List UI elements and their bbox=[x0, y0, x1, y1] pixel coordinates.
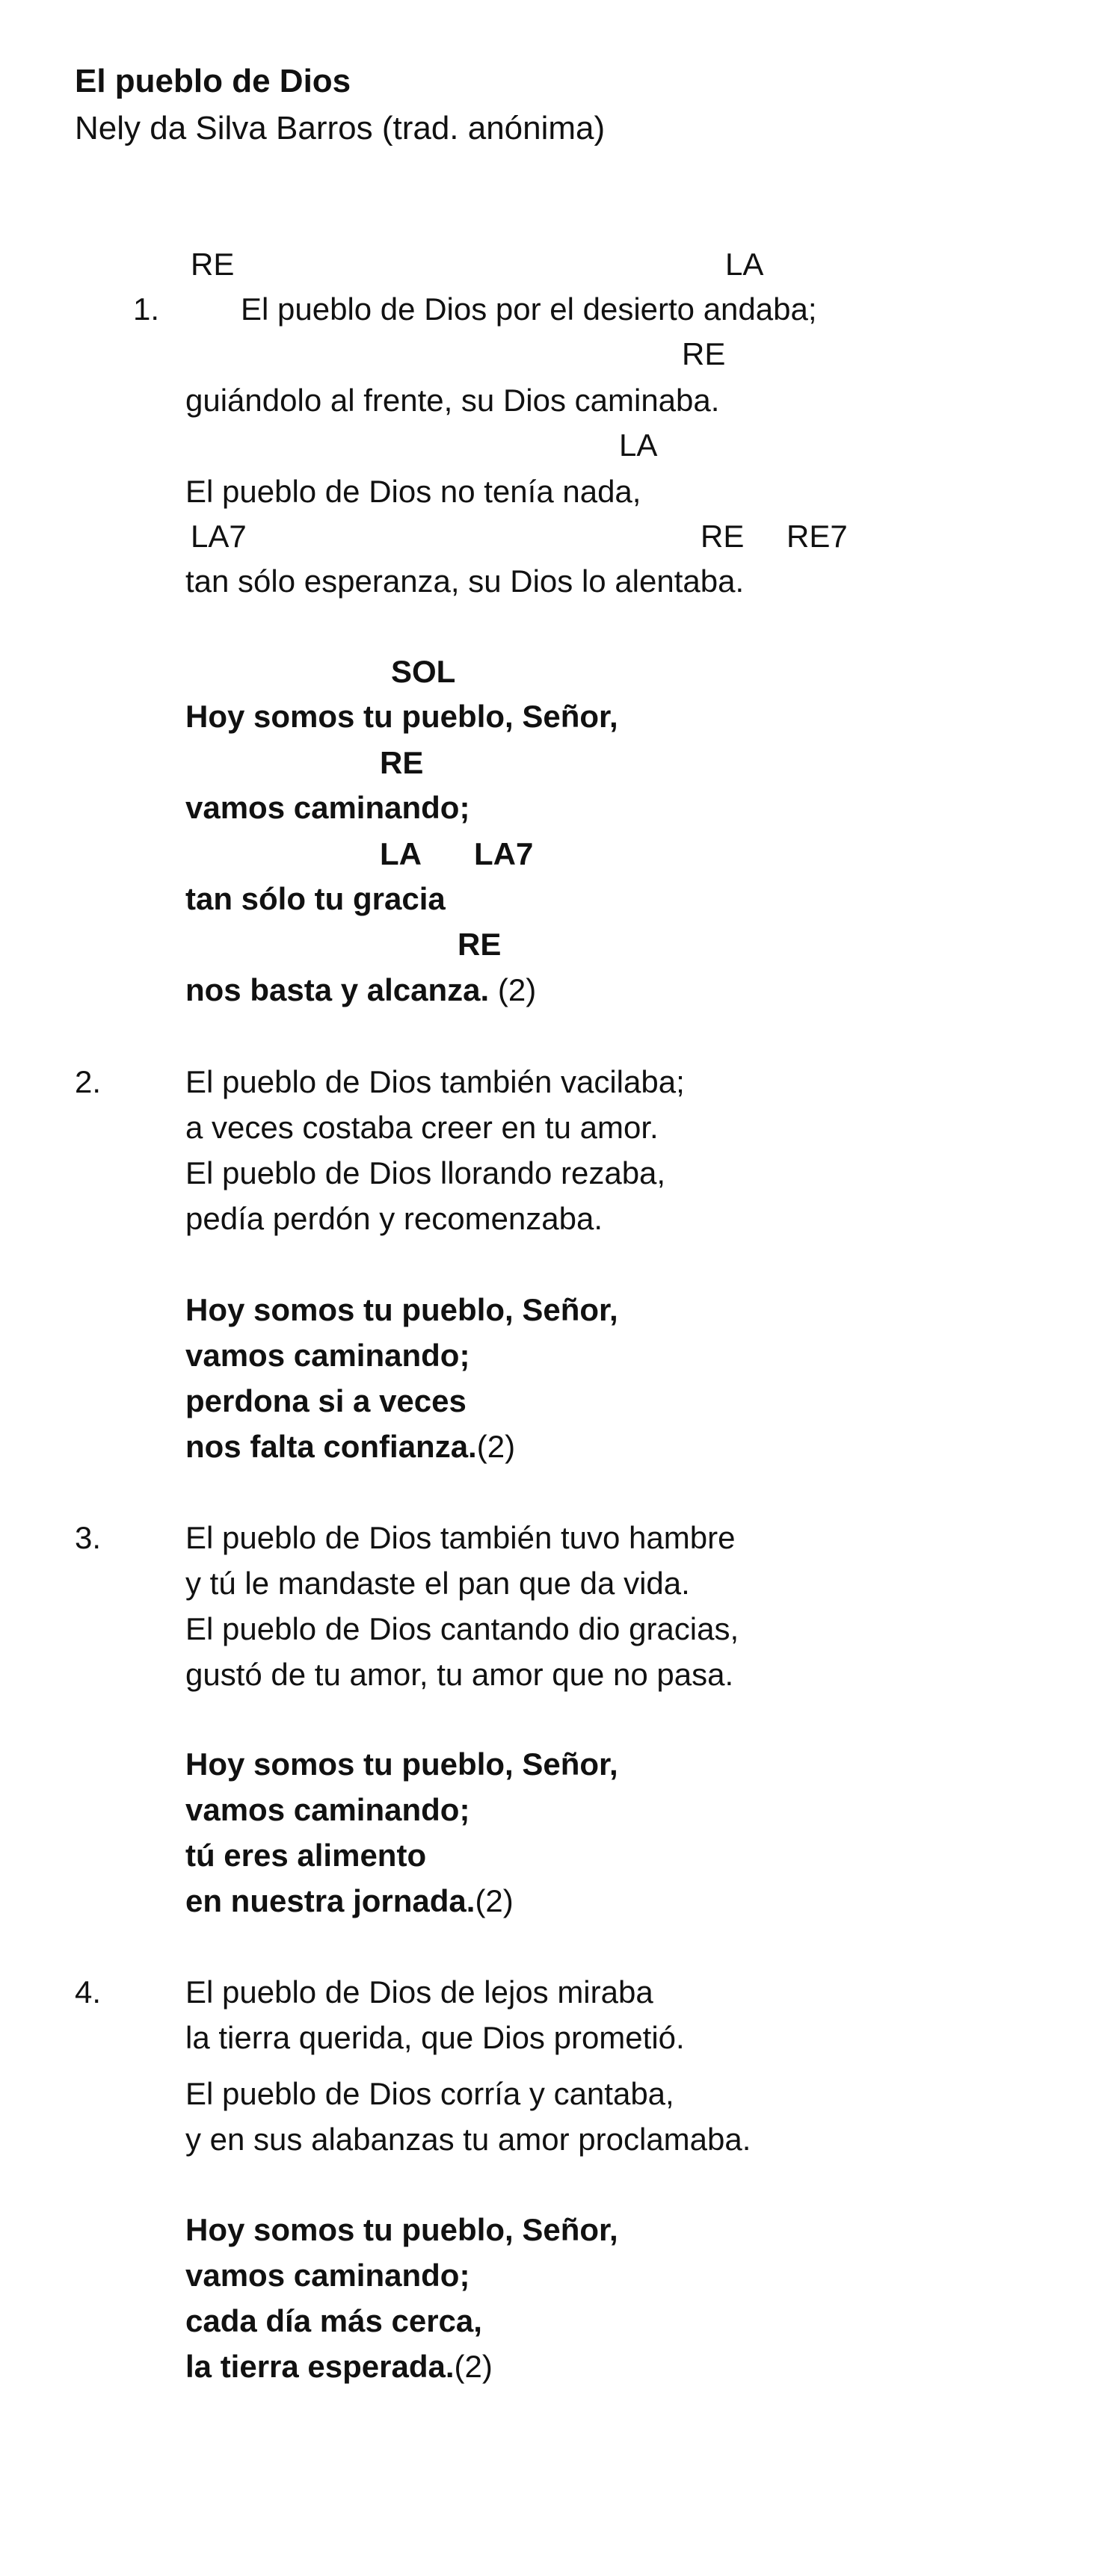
lyric-line: El pueblo de Dios no tenía nada, bbox=[185, 474, 641, 509]
lyric-line: El pueblo de Dios por el desierto andaba; bbox=[241, 291, 817, 327]
chorus-line: nos basta y alcanza. bbox=[185, 972, 490, 1007]
lyric-line: El pueblo de Dios también vacilaba; bbox=[185, 1064, 685, 1099]
chorus-line: perdona si a veces bbox=[185, 1383, 467, 1418]
lyric-line: tan sólo esperanza, su Dios lo alentaba. bbox=[185, 563, 745, 599]
chorus-line: vamos caminando; bbox=[185, 790, 470, 825]
chorus-line: tú eres alimento bbox=[185, 1838, 427, 1873]
lyric-line: a veces costaba creer en tu amor. bbox=[185, 1110, 659, 1145]
chorus-line: cada día más cerca, bbox=[185, 2303, 482, 2338]
chorus-line-with-repeat bbox=[185, 2351, 493, 2382]
chord: RE bbox=[458, 927, 502, 962]
stanza-number: 2. bbox=[75, 1064, 102, 1099]
stanza-number: 4. bbox=[75, 1974, 102, 2010]
chorus-line: Hoy somos tu pueblo, Señor, bbox=[185, 1746, 618, 1782]
chord: LA bbox=[725, 247, 764, 282]
song-author: Nely da Silva Barros (trad. anónima) bbox=[75, 110, 606, 146]
chord: RE7 bbox=[786, 519, 848, 554]
chord: RE bbox=[682, 336, 726, 371]
repeat-mark: (2) bbox=[476, 1429, 516, 1464]
lyric-line: El pueblo de Dios corría y cantaba, bbox=[185, 2076, 674, 2111]
repeat-mark: (2) bbox=[475, 1883, 514, 1918]
chord: SOL bbox=[391, 654, 456, 689]
chord: LA bbox=[380, 836, 422, 871]
lyric-line: gustó de tu amor, tu amor que no pasa. bbox=[185, 1657, 734, 1692]
chorus-line: vamos caminando; bbox=[185, 1338, 470, 1373]
repeat-mark: (2) bbox=[454, 2349, 493, 2384]
chord: LA7 bbox=[474, 836, 534, 871]
chorus-line-with-repeat bbox=[185, 972, 537, 1007]
lyric-line: y en sus alabanzas tu amor proclamaba. bbox=[185, 2122, 751, 2157]
chorus-line: nos falta confianza. bbox=[185, 1429, 477, 1464]
lyric-line: pedía perdón y recomenzaba. bbox=[185, 1201, 603, 1236]
chorus-line-with-repeat bbox=[185, 1431, 515, 1462]
chorus-line: vamos caminando; bbox=[185, 2258, 470, 2293]
stanza-number: 1. bbox=[133, 291, 160, 327]
lyric-line: El pueblo de Dios también tuvo hambre bbox=[185, 1520, 736, 1555]
chorus-line: tan sólo tu gracia bbox=[185, 881, 446, 916]
lyric-line: la tierra querida, que Dios prometió. bbox=[185, 2020, 685, 2055]
chord: RE bbox=[191, 247, 235, 282]
chorus-line: en nuestra jornada. bbox=[185, 1883, 475, 1918]
repeat-mark: (2) bbox=[497, 972, 537, 1007]
song-title: El pueblo de Dios bbox=[75, 63, 351, 99]
lyric-line: El pueblo de Dios llorando rezaba, bbox=[185, 1155, 666, 1190]
chord: RE bbox=[380, 745, 424, 780]
chorus-line: Hoy somos tu pueblo, Señor, bbox=[185, 699, 618, 734]
stanza-number: 3. bbox=[75, 1520, 102, 1555]
chord: LA bbox=[619, 427, 658, 463]
lyric-line: El pueblo de Dios de lejos miraba bbox=[185, 1974, 653, 2010]
chord: RE bbox=[701, 519, 745, 554]
lyric-line: guiándolo al frente, su Dios caminaba. bbox=[185, 383, 720, 418]
chorus-line: vamos caminando; bbox=[185, 1792, 470, 1827]
chord: LA7 bbox=[191, 519, 247, 554]
chorus-line: Hoy somos tu pueblo, Señor, bbox=[185, 2212, 618, 2247]
lyric-line: El pueblo de Dios cantando dio gracias, bbox=[185, 1611, 739, 1646]
chorus-line: Hoy somos tu pueblo, Señor, bbox=[185, 1292, 618, 1327]
chorus-line-with-repeat bbox=[185, 1885, 514, 1917]
lyric-line: y tú le mandaste el pan que da vida. bbox=[185, 1566, 690, 1601]
chorus-line: la tierra esperada. bbox=[185, 2349, 455, 2384]
